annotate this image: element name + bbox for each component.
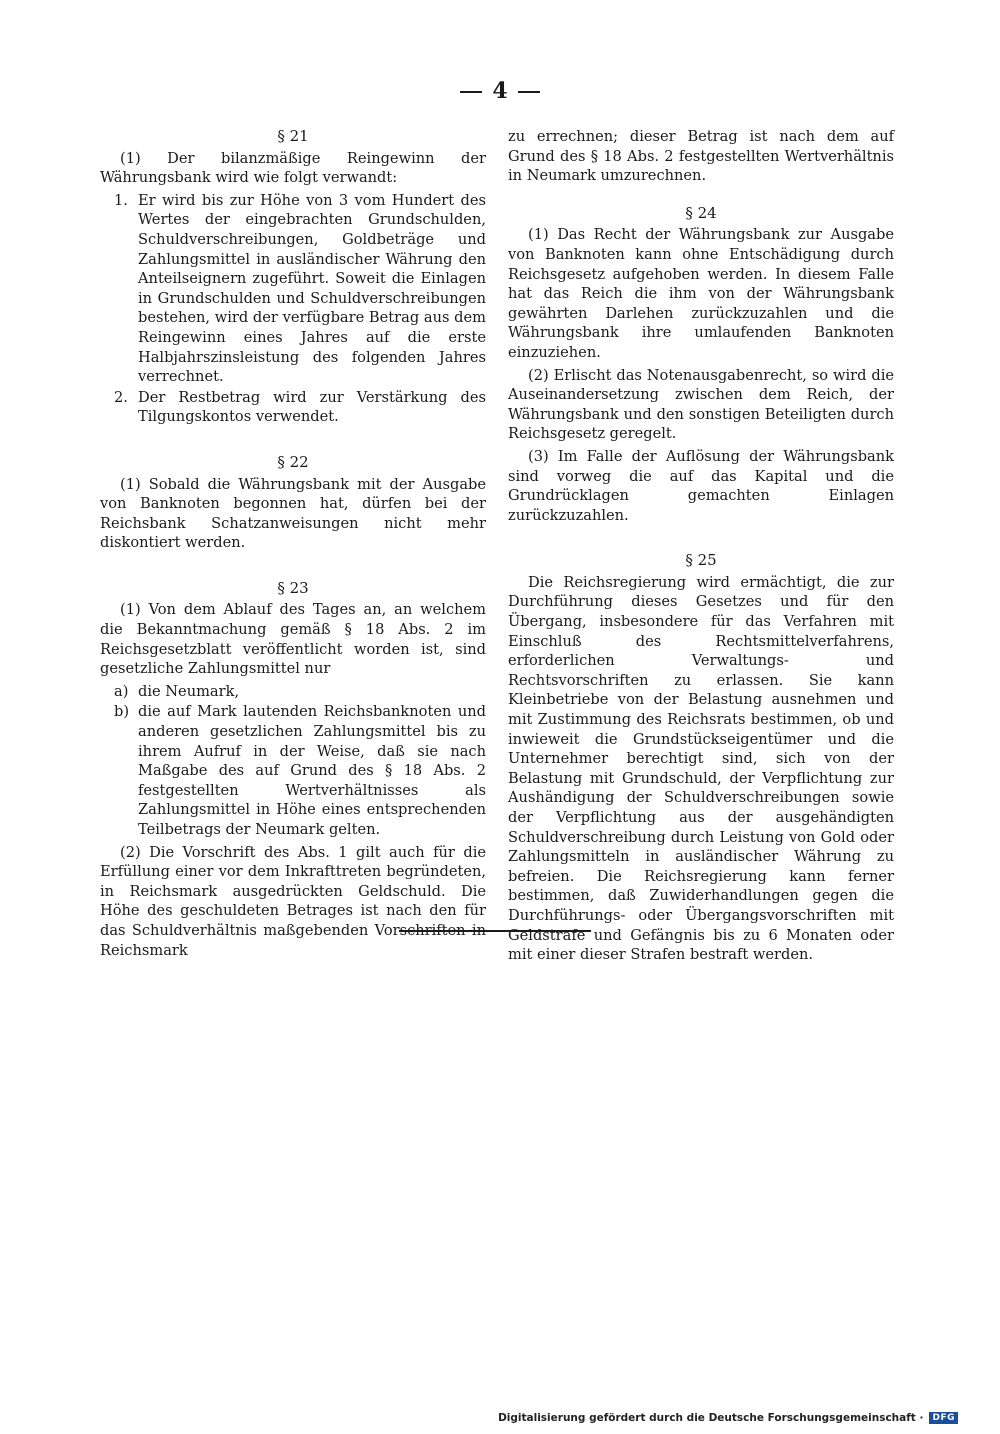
list-item: [100, 702, 486, 839]
paragraph: (2) Erlischt das Notenausgabenrecht, so wird die Auseinandersetzung zwischen dem Reich, der Währungsbank und den sonstigen Beteiligten durch Reichsgesetz geregelt.: [508, 366, 894, 443]
section-heading: § 25: [685, 551, 717, 570]
paragraph: (2) Die Vorschrift des Abs. 1 gilt auch für die Erfüllung einer vor dem Inkrafttreten begründeten, in Reichsmark ausgedrückten Geldschuld. Die Höhe des geschuldeten Betrages ist nach den für das Schuldverhältnis maßgebenden Vorschriften in Reichsmark: [100, 843, 486, 959]
list-item-text: Er wird bis zur Höhe von 3 vom Hundert des Wertes der eingebrachten Grundschulden, Schuldverschreibungen, Goldbeträge und Zahlungsmittel in ausländischer Währung den Anteilseignern zugeführt. Soweit die Einlagen in Grundschulden und Schuldverschreibungen bestehen, wird der verfügbare Betrag aus dem Reingewinn eines Jahres auf die erste Halbjahrszinsleistung des folgenden Jahres verrechnet.: [138, 191, 486, 386]
section-24: [508, 204, 894, 526]
section-23: [100, 579, 486, 960]
dfg-logo-icon: DFG: [929, 1412, 958, 1424]
paragraph: (1) Von dem Ablauf des Tages an, an welchem die Bekanntmachung gemäß § 18 Abs. 2 im Reichsgesetzblatt veröffentlicht worden ist, sind gesetzliche Zahlungsmittel nur: [100, 601, 486, 678]
section-21: [100, 127, 486, 427]
enumerated-list: [100, 191, 486, 427]
end-rule: [399, 930, 591, 932]
footer-text: Digitalisierung gefördert durch die Deutsche Forschungsgemeinschaft ·: [498, 1412, 924, 1424]
section-heading: § 22: [277, 452, 309, 471]
list-marker: a): [114, 682, 129, 700]
paragraph-continuation: zu errechnen; dieser Betrag ist nach dem auf Grund des § 18 Abs. 2 festgestellten Wertverhältnis in Neumark umzurechnen.: [508, 128, 894, 185]
paragraph: (1) Sobald die Währungsbank mit der Ausgabe von Banknoten begonnen hat, dürfen bei der Reichsbank Schatzanweisungen nicht mehr diskontiert werden.: [100, 475, 486, 552]
section-22: [100, 453, 486, 553]
list-marker: 1.: [114, 191, 128, 209]
page-number: [0, 78, 1000, 104]
list-item-text: die auf Mark lautenden Reichsbanknoten und anderen gesetzlichen Zahlungsmittel bis zu ihrem Aufruf in der Weise, daß sie nach Maßgabe des auf Grund des § 18 Abs. 2 festgestellten Wertverhältnisses als Zahlungsmittel in Höhe eines entsprechenden Teilbetrags der Neumark gelten.: [138, 703, 486, 838]
page-number-text: 4: [492, 78, 508, 104]
list-item-text: Der Restbetrag wird zur Verstärkung des Tilgungskontos verwendet.: [138, 388, 486, 426]
list-marker: 2.: [114, 388, 128, 406]
paragraph: (1) Der bilanzmäßige Reingewinn der Währungsbank wird wie folgt verwandt:: [100, 149, 486, 187]
dash-left: [460, 91, 482, 93]
section-heading: § 21: [277, 127, 309, 145]
list-item: [100, 682, 486, 702]
dash-right: [518, 91, 540, 93]
list-item: [100, 388, 486, 427]
list-item-text: die Neumark,: [138, 682, 240, 700]
enumerated-list: [100, 682, 486, 840]
left-column: [100, 127, 486, 963]
paragraph: (1) Das Recht der Währungsbank zur Ausgabe von Banknoten kann ohne Entschädigung durch Reichsgesetz aufgehoben werden. In diesem Falle hat das Reich die ihm von der Währungsbank gewährten Darlehen zurückzuzahlen und die Währungsbank ihre umlaufenden Banknoten einzuziehen.: [508, 226, 894, 361]
section-heading: § 24: [685, 203, 717, 222]
paragraph: (3) Im Falle der Auflösung der Währungsbank sind vorweg die auf das Kapital und die Grundrücklagen gemachten Einlagen zurückzuzahlen.: [508, 447, 894, 524]
section-25: [508, 551, 894, 964]
list-marker: b): [114, 703, 130, 721]
list-item: [100, 191, 486, 387]
paragraph: Die Reichsregierung wird ermächtigt, die zur Durchführung dieses Gesetzes und für den Übergang, insbesondere für das Verfahren mit Einschluß des Rechtsmittelverfahrens, erforderlichen Verwaltungs- und Rechtsvorschriften zu erlassen. Sie kann Kleinbetriebe von der Belastung ausnehmen und mit Zustimmung des Reichsrats bestimmen, ob und inwieweit die Grundstückseigentümer und die Unternehmer berechtigt sind, sich von der Belastung mit Grundschuld, der Verpflichtung zur Aushändigung der Schuldverschreibungen sowie der Verpflichtung aus der ausgehändigten Schuldverschreibung durch Leistung von Gold oder Zahlungsmitteln in ausländischer Währung zu befreien. Die Reichsregierung kann ferner bestimmen, daß Zuwiderhandlungen gegen die Durchführungs- oder Übergangsvorschriften mit Geldstrafe und Gefängnis bis zu 6 Monaten oder mit einer dieser Strafen bestraft werden.: [508, 573, 894, 964]
section-heading: § 23: [277, 578, 309, 597]
right-column: [508, 127, 894, 968]
footer: [498, 1412, 958, 1424]
